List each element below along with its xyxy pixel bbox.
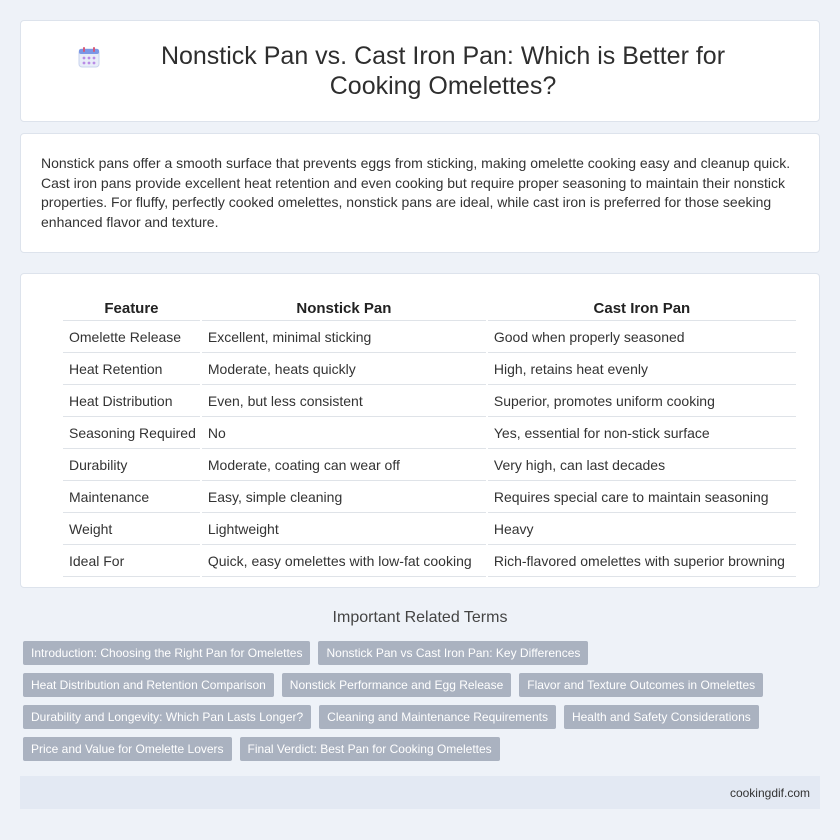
footer	[20, 776, 820, 809]
nonstick-cell: Excellent, minimal sticking	[202, 323, 486, 353]
feature-cell: Weight	[63, 515, 200, 545]
related-terms-list	[23, 641, 813, 769]
comparison-card	[20, 273, 820, 588]
related-terms-heading: Important Related Terms	[332, 609, 508, 626]
related-term-tag[interactable]: Nonstick Pan vs Cast Iron Pan: Key Differences	[318, 641, 588, 665]
related-term-tag[interactable]: Cleaning and Maintenance Requirements	[319, 705, 556, 729]
table-row	[63, 355, 796, 385]
cast-iron-cell: Rich-flavored omelettes with superior browning	[488, 547, 796, 577]
cast-iron-cell: Superior, promotes uniform cooking	[488, 387, 796, 417]
cast-iron-cell: High, retains heat evenly	[488, 355, 796, 385]
related-term-tag[interactable]: Durability and Longevity: Which Pan Lasts Longer?	[23, 705, 311, 729]
feature-cell: Omelette Release	[63, 323, 200, 353]
related-term-tag[interactable]: Nonstick Performance and Egg Release	[282, 673, 511, 697]
nonstick-cell: Easy, simple cleaning	[202, 483, 486, 513]
nonstick-cell: Even, but less consistent	[202, 387, 486, 417]
related-term-tag[interactable]: Introduction: Choosing the Right Pan for Omelettes	[23, 641, 310, 665]
related-term-tag[interactable]: Health and Safety Considerations	[564, 705, 759, 729]
related-term-tag[interactable]: Price and Value for Omelette Lovers	[23, 737, 232, 761]
table-row	[63, 483, 796, 513]
nonstick-cell: Quick, easy omelettes with low-fat cooking	[202, 547, 486, 577]
header-nonstick: Nonstick Pan	[202, 298, 486, 321]
table-row	[63, 547, 796, 577]
cast-iron-cell: Very high, can last decades	[488, 451, 796, 481]
nonstick-cell: No	[202, 419, 486, 449]
header-feature: Feature	[63, 298, 200, 321]
table-row	[63, 387, 796, 417]
feature-cell: Durability	[63, 451, 200, 481]
cast-iron-cell: Yes, essential for non-stick surface	[488, 419, 796, 449]
feature-cell: Heat Distribution	[63, 387, 200, 417]
feature-cell: Ideal For	[63, 547, 200, 577]
feature-cell: Maintenance	[63, 483, 200, 513]
title-wrap	[70, 41, 770, 101]
comparison-table	[61, 296, 798, 579]
footer-site-link[interactable]: cookingdif.com	[729, 785, 810, 800]
title-card	[20, 20, 820, 122]
cast-iron-cell: Heavy	[488, 515, 796, 545]
header-cast-iron: Cast Iron Pan	[488, 298, 796, 321]
intro-card	[20, 133, 820, 253]
nonstick-cell: Moderate, coating can wear off	[202, 451, 486, 481]
table-header-row	[63, 298, 796, 321]
related-term-tag[interactable]: Final Verdict: Best Pan for Cooking Omelettes	[240, 737, 500, 761]
related-term-tag[interactable]: Flavor and Texture Outcomes in Omelettes	[519, 673, 763, 697]
nonstick-cell: Lightweight	[202, 515, 486, 545]
related-term-tag[interactable]: Heat Distribution and Retention Comparison	[23, 673, 274, 697]
table-row	[63, 451, 796, 481]
intro-paragraph: Nonstick pans offer a smooth surface that prevents eggs from sticking, making omelette cooking easy and cleanup quick. Cast iron pans provide excellent heat retention and even cooking but require proper seasoning to maintain their nonstick properties. For fluffy, perfectly cooked omelettes, nonstick pans are ideal, while cast iron is preferred for those seeking enhanced flavor and texture.	[41, 155, 791, 230]
table-row	[63, 419, 796, 449]
table-row	[63, 323, 796, 353]
table-row	[63, 515, 796, 545]
cast-iron-cell: Good when properly seasoned	[488, 323, 796, 353]
calendar-icon	[77, 45, 101, 69]
page-title: Nonstick Pan vs. Cast Iron Pan: Which is Better for Cooking Omelettes?	[160, 42, 726, 100]
feature-cell: Heat Retention	[63, 355, 200, 385]
nonstick-cell: Moderate, heats quickly	[202, 355, 486, 385]
feature-cell: Seasoning Required	[63, 419, 200, 449]
cast-iron-cell: Requires special care to maintain seasoning	[488, 483, 796, 513]
